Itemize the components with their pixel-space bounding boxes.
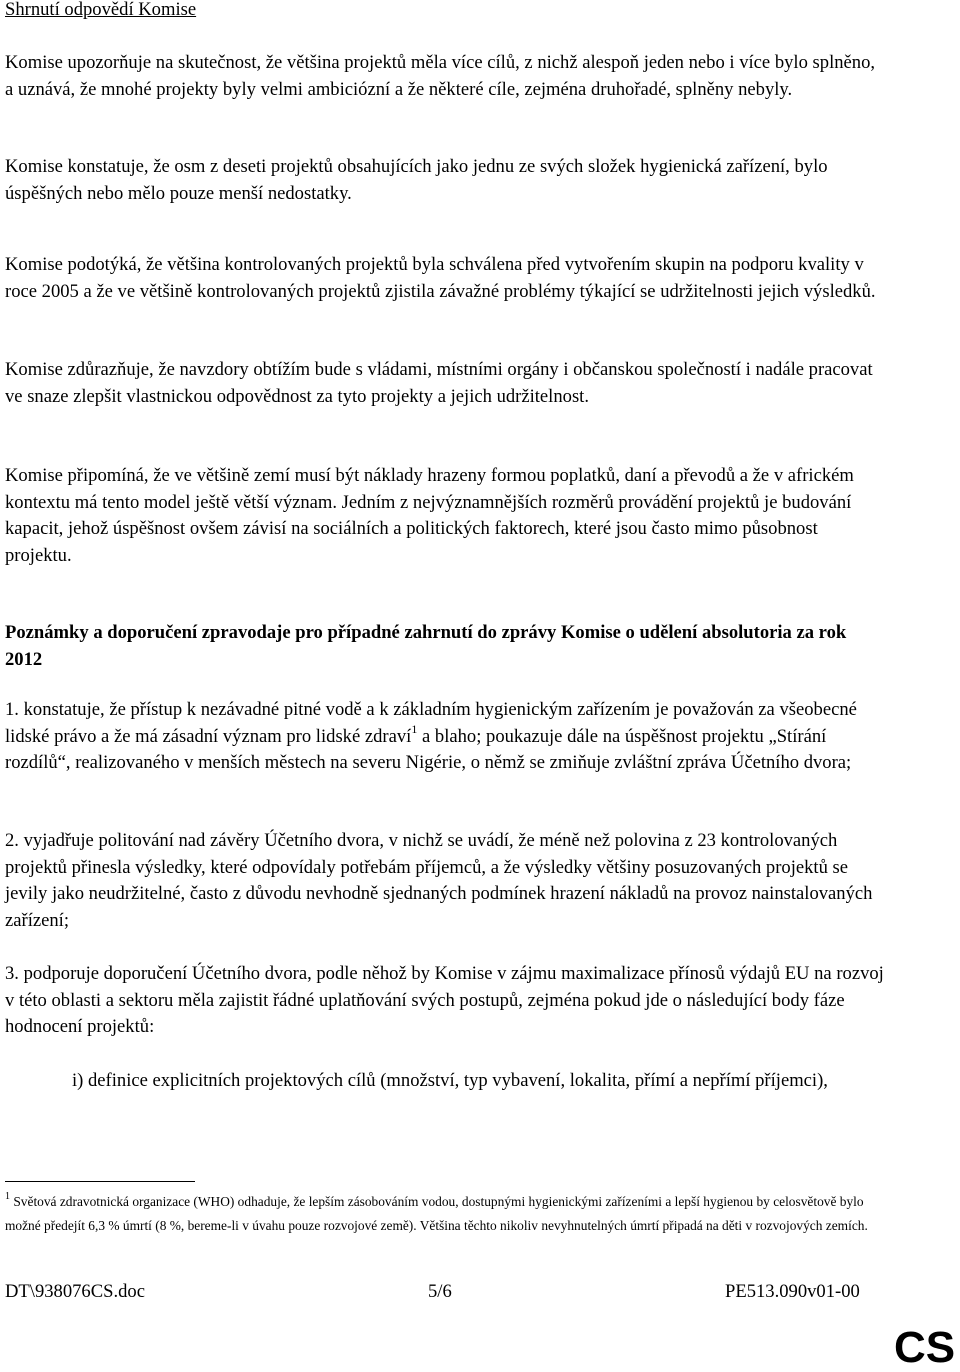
paragraph-4: Komise zdůrazňuje, že navzdory obtížím bude s vládami, místními orgány i občanskou společností i nadále pracovat ve snaze zlepšit vlastnickou odpovědnost za tyto projekty a jejich udržitelnost. (5, 359, 873, 407)
recommendation-1-text: 1. konstatuje, že přístup k nezávadné pitné vodě a k základním hygienickým zařízením je považován za všeobecné lidské právo a že má zásadní význam pro lidské zdraví (5, 699, 857, 747)
footer-reference: PE513.090v01-00 (725, 1281, 860, 1302)
footnote-text: Světová zdravotnická organizace (WHO) odhaduje, že lepším zásobováním vodou, dostupnými hygienickými zařízeními a lepší hygienou by celosvětově bylo možné předejít 6,3 % úmrtí (8 %, bereme-li v úvahu pouze rozvojové země). Většina těchto nikoliv nevyhnutelných úmrtí připadá na děti v rozvojových zemích. (5, 1194, 868, 1233)
recommendation-3: 3. podporuje doporučení Účetního dvora, podle něhož by Komise v zájmu maximalizace přínosů výdajů EU na rozvoj v této oblasti a sektoru měla zajistit řádné uplatňování svých postupů, zejména pokud jde o následující body fáze hodnocení projektů: (5, 963, 884, 1037)
footnote-marker: 1 (5, 1191, 10, 1202)
recommendation-1 (5, 697, 885, 777)
footnote (5, 1190, 890, 1237)
section-title: Poznámky a doporučení zpravodaje pro případné zahrnutí do zprávy Komise o udělení absolutoria za rok 2012 (5, 622, 847, 670)
footnote-reference[interactable]: 1 (411, 721, 418, 736)
paragraph-1: Komise upozorňuje na skutečnost, že většina projektů měla více cílů, z nichž alespoň jeden nebo i více bylo splněno, a uznává, že mnohé projekty byly velmi ambiciózní a že některé cíle, zejména druhořadé, splněny nebyly. (5, 52, 876, 100)
footnote-separator (5, 1181, 195, 1182)
language-code: CS (894, 1323, 956, 1372)
paragraph-3: Komise podotýká, že většina kontrolovaných projektů byla schválena před vytvořením skupin na podporu kvality v roce 2005 a že ve většině kontrolovaných projektů zjistila závažné problémy týkající se udržitelnosti jejich výsledků. (5, 254, 876, 302)
recommendation-2: 2. vyjadřuje politování nad závěry Účetního dvora, v nichž se uvádí, že méně než polovina z 23 kontrolovaných projektů přinesla výsledky, které odpovídaly potřebám příjemců, a že výsledky většiny posuzovaných projektů se jevily jako neudržitelné, často z důvodu nevhodně sjednaných podmínek hrazení nákladů na provoz nainstalovaných zařízení; (5, 830, 873, 931)
footer-filename: DT\938076CS.doc (5, 1281, 145, 1302)
paragraph-5: Komise připomíná, že ve většině zemí musí být náklady hrazeny formou poplatků, daní a převodů a že v africkém kontextu má tento model ještě větší význam. Jedním z nejvýznamnějších rozměrů provádění projektů je budování kapacit, jehož úspěšnost ovšem závisí na sociálních a politických faktorech, které jsou často mimo působnost projektu. (5, 465, 854, 566)
paragraph-2: Komise konstatuje, že osm z deseti projektů obsahujících jako jednu ze svých složek hygienická zařízení, bylo úspěšných nebo mělo pouze menší nedostatky. (5, 156, 828, 204)
footer-page-number: 5/6 (428, 1281, 452, 1302)
summary-heading: Shrnutí odpovědí Komise (5, 0, 197, 20)
recommendation-3-subitem-i: i) definice explicitních projektových cílů (množství, typ vybavení, lokalita, přímí a nepřímí příjemci), (72, 1070, 828, 1091)
recommendation-1-text-cont: a blaho; poukazuje dále na úspěšnost projektu „Stírání rozdílů“, realizovaného v menších městech na severu Nigérie, o němž se zmiňuje zvláštní zpráva Účetního dvora; (5, 725, 852, 773)
